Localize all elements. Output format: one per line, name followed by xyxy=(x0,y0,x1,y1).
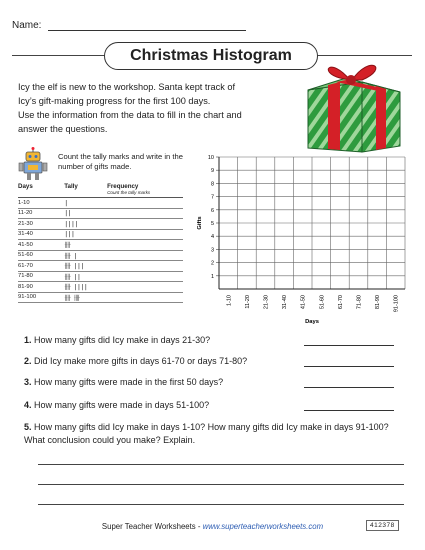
tally-row xyxy=(18,261,183,272)
frequency-answer[interactable] xyxy=(107,271,183,282)
tally-row xyxy=(18,250,183,261)
question-text: Did Icy make more gifts in days 61-70 or days 71-80? xyxy=(34,356,248,366)
y-axis-label: Gifts xyxy=(197,216,203,230)
x-tick-label: 51-60 xyxy=(319,295,326,310)
tally-days: 51-60 xyxy=(18,250,64,261)
frequency-label: Frequency xyxy=(107,183,139,190)
y-tick-label: 4 xyxy=(210,234,214,241)
tally-row xyxy=(18,198,183,209)
y-tick-label: 1 xyxy=(210,273,214,280)
x-tick-label: 21-30 xyxy=(263,295,270,310)
frequency-answer[interactable] xyxy=(107,219,183,230)
tally-days: 1-10 xyxy=(18,198,64,209)
tally-marks: 卌 卌 xyxy=(64,292,107,303)
tally-days: 11-20 xyxy=(18,208,64,219)
tally-days: 41-50 xyxy=(18,240,64,251)
tally-marks: 卌 xyxy=(64,240,107,251)
name-line[interactable] xyxy=(48,30,246,31)
intro-text xyxy=(18,80,288,136)
x-tick-label: 11-20 xyxy=(244,295,251,309)
y-tick-label: 3 xyxy=(210,247,214,254)
tally-days: 61-70 xyxy=(18,261,64,272)
y-tick-label: 6 xyxy=(210,207,214,214)
question-number: 5. xyxy=(24,422,32,432)
tally-row xyxy=(18,292,183,303)
question-5 xyxy=(24,421,394,447)
intro-line: Icy’s gift-making progress for the first 100 days. xyxy=(18,96,211,106)
footer-url[interactable]: www.superteacherworksheets.com xyxy=(202,522,324,531)
days-header: Days xyxy=(18,183,64,198)
y-tick-label: 2 xyxy=(210,260,214,267)
tally-header-row xyxy=(18,183,183,198)
x-tick-label: 81-90 xyxy=(375,295,382,310)
answer-line-4[interactable] xyxy=(304,410,394,411)
tally-marks: ||| xyxy=(64,229,107,240)
x-tick-label: 41-50 xyxy=(300,295,307,310)
frequency-answer[interactable] xyxy=(107,282,183,293)
frequency-answer[interactable] xyxy=(107,198,183,209)
tally-days: 21-30 xyxy=(18,219,64,230)
question-text: How many gifts were made in days 51-100? xyxy=(34,400,210,410)
x-tick-label: 61-70 xyxy=(337,295,344,310)
intro-line: Use the information from the data to fill in the chart and xyxy=(18,110,242,120)
name-label: Name: xyxy=(12,20,42,31)
question-text: How many gifts were made in the first 50 days? xyxy=(34,377,224,387)
writing-line-3[interactable] xyxy=(38,504,404,505)
tally-row xyxy=(18,229,183,240)
writing-line-2[interactable] xyxy=(38,484,404,485)
writing-line-1[interactable] xyxy=(38,464,404,465)
question-number: 1. xyxy=(24,335,32,345)
tally-instructions: Count the tally marks and write in the number of gifts made. xyxy=(58,152,183,171)
x-tick-label: 71-80 xyxy=(356,295,363,310)
question-text: How many gifts did Icy make in days 21-30? xyxy=(34,335,211,345)
y-tick-label: 9 xyxy=(210,168,214,175)
tally-days: 91-100 xyxy=(18,292,64,303)
x-tick-label: 1-10 xyxy=(226,295,233,307)
frequency-header xyxy=(107,183,183,198)
frequency-answer[interactable] xyxy=(107,229,183,240)
gift-box-icon xyxy=(300,52,410,157)
footer xyxy=(0,522,425,531)
question-number: 2. xyxy=(24,356,32,366)
tally-row xyxy=(18,208,183,219)
x-tick-label: 91-100 xyxy=(393,295,400,313)
tally-marks: | xyxy=(64,198,107,209)
intro-line: Icy the elf is new to the workshop. Santa kept track of xyxy=(18,82,236,92)
tally-marks: || xyxy=(64,208,107,219)
tally-table xyxy=(18,183,183,303)
y-tick-label: 5 xyxy=(210,221,214,227)
frequency-answer[interactable] xyxy=(107,261,183,272)
intro-line: answer the questions. xyxy=(18,124,108,134)
question-text: How many gifts did Icy make in days 1-10? How many gifts did Icy make in days 91-100? What conclusion could you make? Explain. xyxy=(24,422,389,445)
frequency-answer[interactable] xyxy=(107,250,183,261)
tally-marks: 卌 | xyxy=(64,250,107,261)
tally-marks: |||| xyxy=(64,219,107,230)
tally-marks: 卌 ||| xyxy=(64,261,107,272)
histogram-chart xyxy=(193,150,415,325)
x-tick-label: 31-40 xyxy=(282,295,289,310)
page-title: Christmas Histogram xyxy=(104,42,318,70)
tally-row xyxy=(18,240,183,251)
question-number: 3. xyxy=(24,377,32,387)
worksheet-code: 412378 xyxy=(366,520,399,531)
frequency-answer[interactable] xyxy=(107,240,183,251)
tally-row xyxy=(18,271,183,282)
tally-row xyxy=(18,282,183,293)
y-tick-label: 10 xyxy=(207,155,214,161)
frequency-sublabel: Count the tally marks xyxy=(107,190,151,195)
robot-icon xyxy=(17,147,49,181)
frequency-answer[interactable] xyxy=(107,292,183,303)
x-axis-label: Days xyxy=(305,319,319,325)
tally-marks: 卌 |||| xyxy=(64,282,107,293)
footer-brand: Super Teacher Worksheets - xyxy=(101,522,203,531)
question-number: 4. xyxy=(24,400,32,410)
tally-days: 71-80 xyxy=(18,271,64,282)
answer-line-1[interactable] xyxy=(304,345,394,346)
tally-days: 81-90 xyxy=(18,282,64,293)
tally-row xyxy=(18,219,183,230)
frequency-answer[interactable] xyxy=(107,208,183,219)
y-tick-label: 7 xyxy=(210,194,214,201)
answer-line-2[interactable] xyxy=(304,366,394,367)
tally-days: 31-40 xyxy=(18,229,64,240)
answer-line-3[interactable] xyxy=(304,387,394,388)
y-tick-label: 8 xyxy=(210,181,214,188)
tally-header: Tally xyxy=(64,183,107,198)
tally-marks: 卌 || xyxy=(64,271,107,282)
